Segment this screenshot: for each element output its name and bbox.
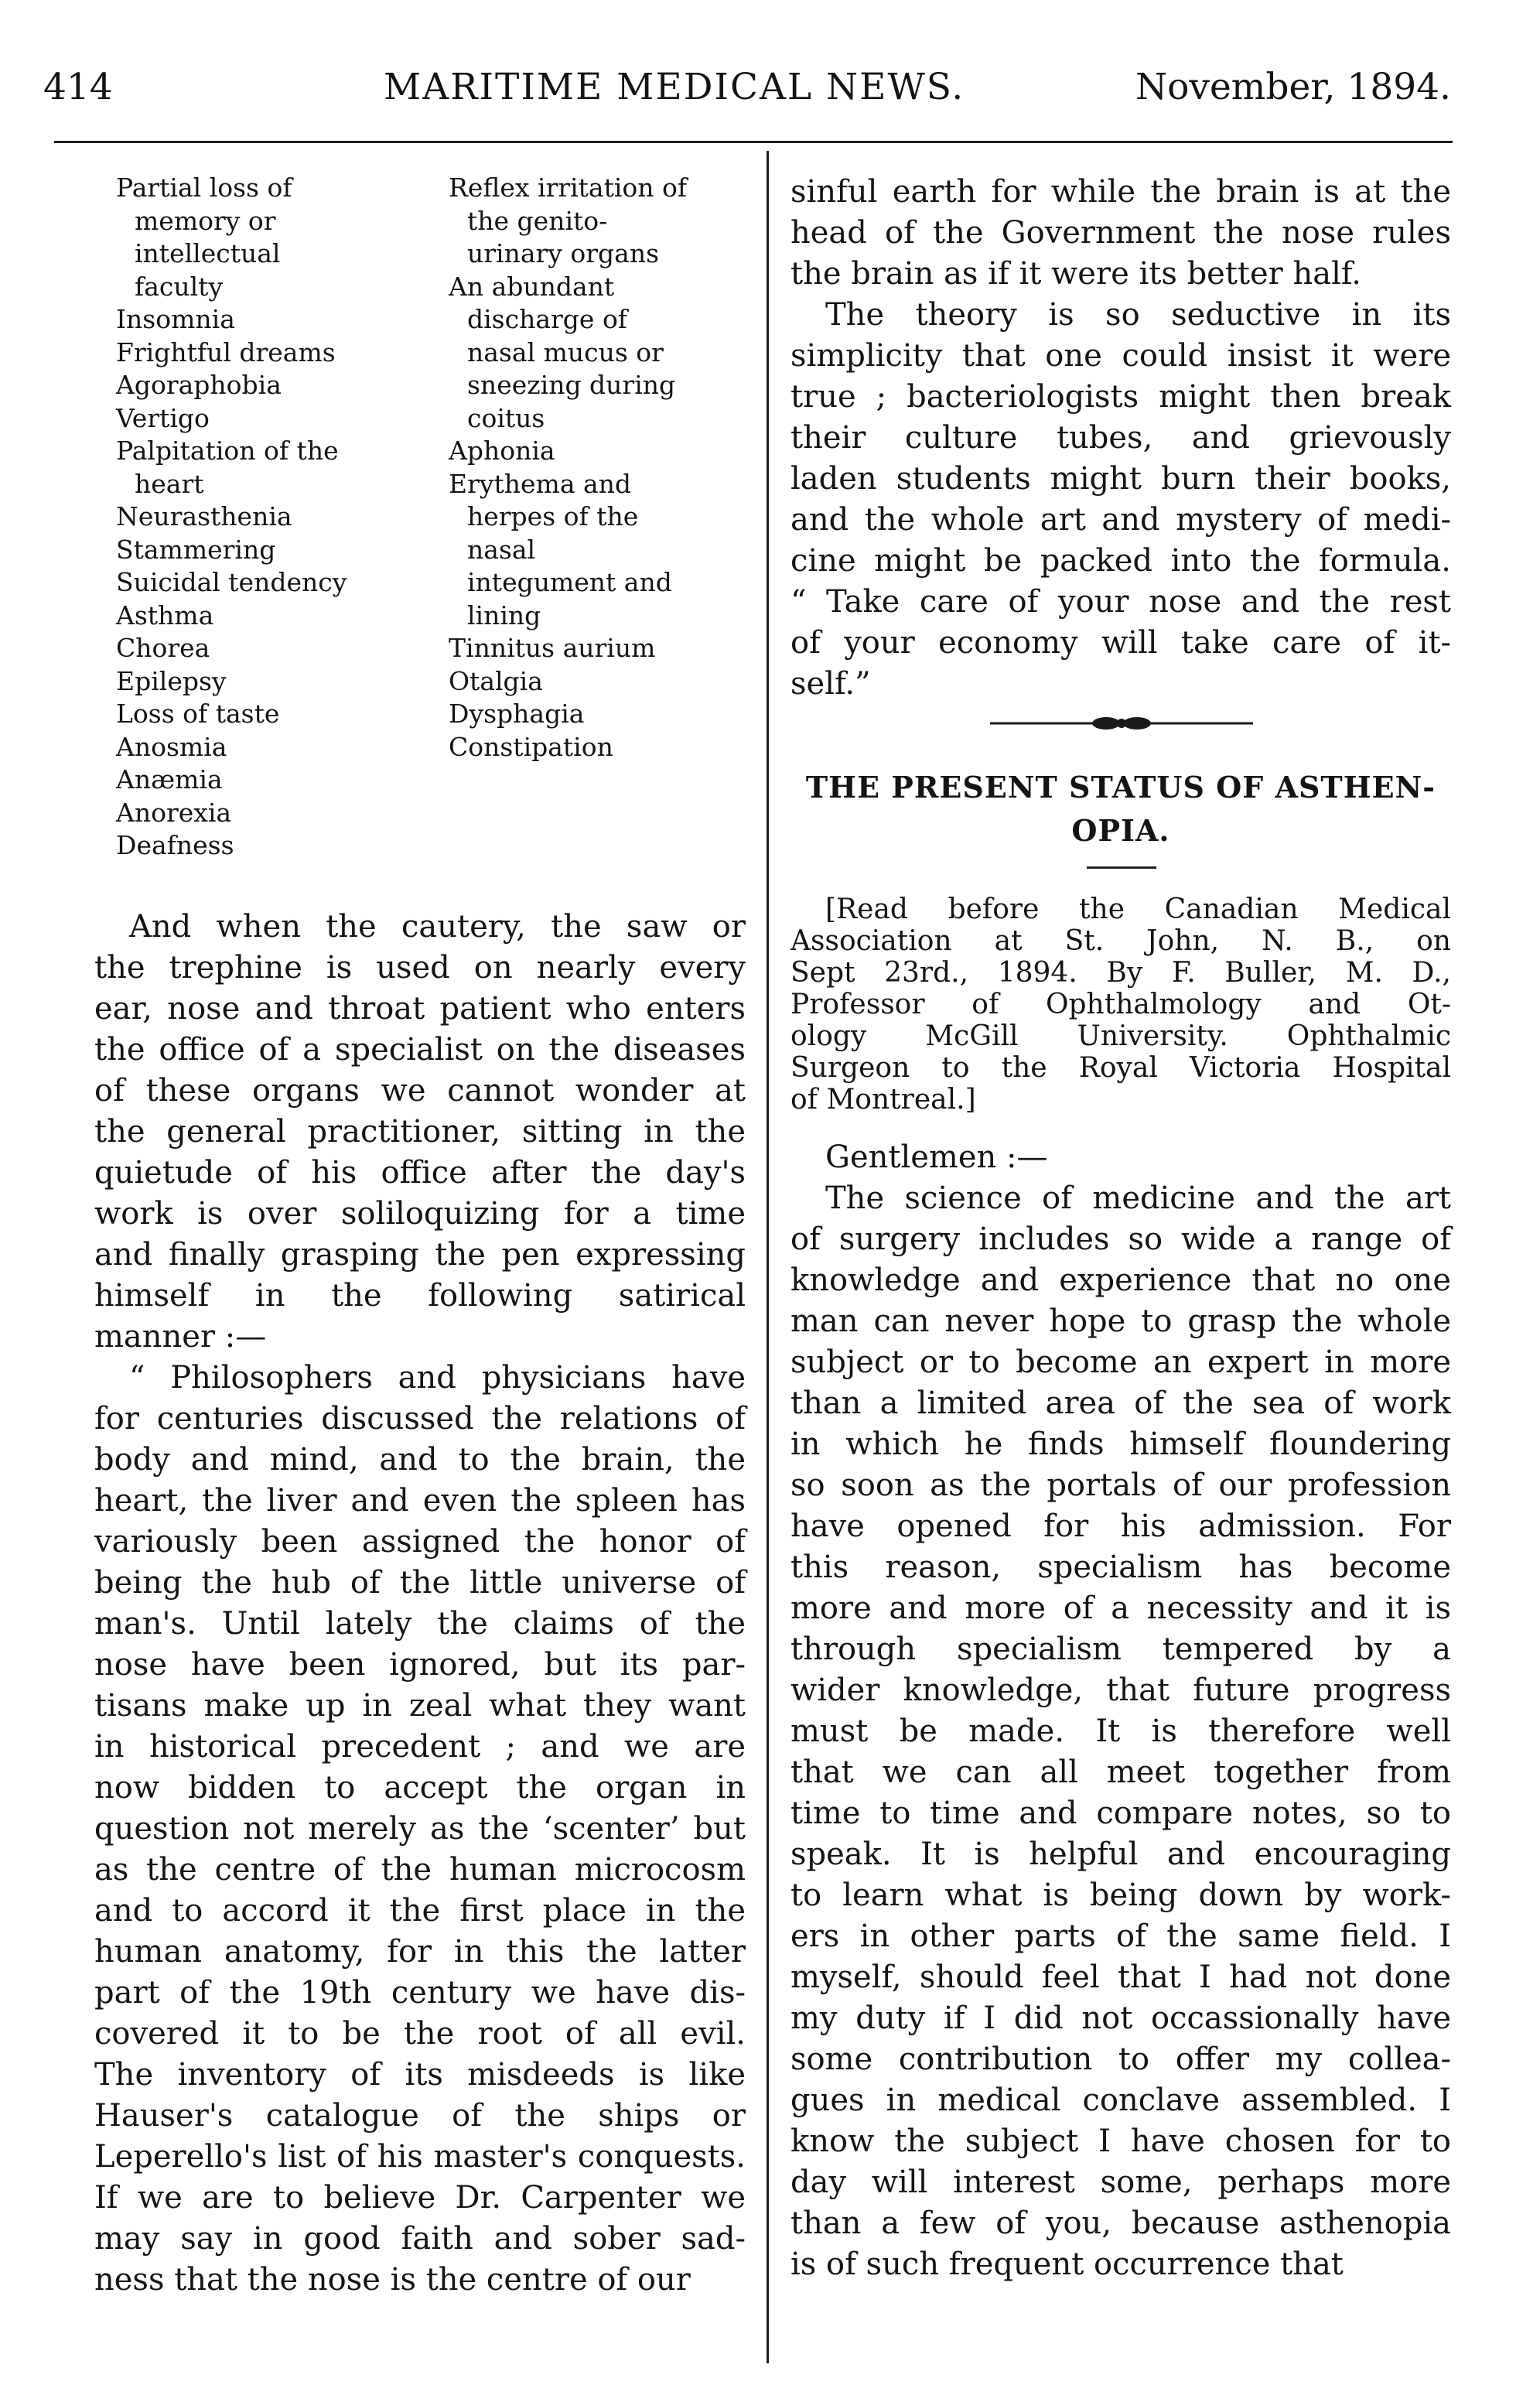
symptom-list-left: [116, 172, 348, 863]
text-line: must be made. It is therefore well: [790, 1714, 1451, 1749]
symptom-item: Partial loss of memory or intellectual faculty: [116, 173, 292, 302]
text-line: variously been assigned the honor of: [94, 1524, 746, 1560]
text-line: man's. Until lately the claims of the: [94, 1606, 746, 1642]
text-line: ness that the nose is the centre of our: [94, 2262, 691, 2298]
text-line: the office of a specialist on the diseases: [94, 1032, 746, 1068]
symptom-item: Agoraphobia: [116, 370, 282, 400]
symptom-item: Tinnitus aurium: [449, 633, 656, 663]
text-line: and finally grasping the pen expressing: [94, 1237, 746, 1273]
text-line: time to time and compare notes, so to: [790, 1796, 1451, 1831]
text-line: self.”: [790, 666, 871, 702]
text-line: quietude of his office after the day's: [94, 1155, 746, 1191]
symptom-item: Erythema and herpes of the nasal integument and lining: [449, 468, 672, 630]
text-line: the brain as if it were its better half.: [790, 256, 1362, 292]
text-line: heart, the liver and even the spleen has: [94, 1483, 746, 1519]
text-line: manner :—: [94, 1319, 267, 1355]
article-body: [790, 1137, 1451, 2285]
text-line: in which he finds himself floundering: [790, 1427, 1451, 1462]
symptom-item: Neurasthenia: [116, 501, 292, 531]
text-line: If we are to believe Dr. Carpenter we: [94, 2180, 746, 2216]
text-line: part of the 19th century we have dis-: [94, 1975, 746, 2011]
text-line: true ; bacteriologists might then break: [790, 379, 1451, 415]
text-line: Hauser's catalogue of the ships or: [94, 2098, 746, 2134]
text-line: the trephine is used on nearly every: [94, 950, 746, 986]
text-line: than a few of you, because asthenopia: [790, 2206, 1451, 2241]
text-line: through specialism tempered by a: [790, 1632, 1451, 1667]
text-line: and to accord it the first place in the: [94, 1893, 746, 1929]
symptom-item: Anorexia: [116, 797, 232, 828]
symptom-item: Chorea: [116, 633, 210, 663]
symptom-item: Insomnia: [116, 304, 235, 334]
text-line: Gentlemen :—: [825, 1140, 1048, 1175]
article-title-line: OPIA.: [1071, 813, 1170, 848]
symptom-item: An abundant discharge of nasal mucus or sneezing during coitus: [449, 271, 676, 433]
text-line: human anatomy, for in this the latter: [94, 1934, 746, 1970]
symptom-item: Suicidal tendency: [116, 567, 347, 597]
text-line: simplicity that one could insist it were: [790, 338, 1451, 374]
text-line: sinful earth for while the brain is at the: [790, 174, 1451, 210]
column-divider: [767, 151, 769, 2363]
text-line: for centuries discussed the relations of: [94, 1401, 746, 1437]
text-line: my duty if I did not occassionally have: [790, 2001, 1451, 2036]
symptom-item: Epilepsy: [116, 665, 227, 696]
symptom-item: Asthma: [116, 600, 214, 630]
header-rule: [54, 141, 1453, 143]
symptom-list-right: [449, 172, 688, 764]
left-column-body: [94, 907, 746, 2301]
text-line: Leperello's list of his master's conquests.: [94, 2139, 746, 2175]
symptom-item: Anæmia: [116, 764, 223, 794]
text-line: more and more of a necessity and it is: [790, 1591, 1451, 1626]
article-title: [790, 766, 1451, 853]
title-rule: [1087, 866, 1156, 869]
text-line: cine might be packed into the formula.: [790, 543, 1451, 579]
text-line: of your economy will take care of it-: [790, 625, 1451, 661]
article-title-line: THE PRESENT STATUS OF ASTHEN-: [805, 770, 1436, 805]
text-line: “ Take care of your nose and the rest: [790, 584, 1451, 620]
issue-date: November, 1894.: [1135, 66, 1451, 108]
text-line: know the subject I have chosen for to: [790, 2124, 1451, 2159]
text-line: that we can all meet together from: [790, 1755, 1451, 1790]
text-line: to learn what is being down by work-: [790, 1878, 1451, 1913]
journal-title: MARITIME MEDICAL NEWS.: [384, 66, 965, 108]
text-line: may say in good faith and sober sad-: [94, 2221, 746, 2257]
text-line: this reason, specialism has become: [790, 1550, 1451, 1585]
source-note: [790, 894, 1451, 1116]
text-line: in historical precedent ; and we are: [94, 1729, 746, 1765]
text-line: now bidden to accept the organ in: [94, 1770, 746, 1806]
symptom-item: Dysphagia: [449, 699, 585, 729]
symptom-item: Vertigo: [116, 402, 210, 433]
text-line: Association at St. John, N. B., on: [790, 925, 1451, 957]
text-line: subject or to become an expert in more: [790, 1345, 1451, 1380]
text-line: Sept 23rd., 1894. By F. Buller, M. D.,: [790, 957, 1451, 989]
symptom-item: Deafness: [116, 830, 234, 860]
text-line: laden students might burn their books,: [790, 461, 1451, 497]
text-line: speak. It is helpful and encouraging: [790, 1837, 1451, 1872]
text-line: their culture tubes, and grievously: [790, 420, 1451, 456]
text-line: is of such frequent occurrence that: [790, 2247, 1344, 2282]
text-line: ear, nose and throat patient who enters: [94, 991, 746, 1027]
text-line: body and mind, and to the brain, the: [94, 1442, 746, 1478]
symptom-item: Stammering: [116, 534, 276, 565]
text-line: [Read before the Canadian Medical: [825, 894, 1451, 925]
text-line: knowledge and experience that no one: [790, 1263, 1451, 1298]
symptom-item: Reflex irritation of the genito-urinary organs: [449, 173, 688, 268]
text-line: ology McGill University. Ophthalmic: [790, 1020, 1451, 1052]
text-line: wider knowledge, that future progress: [790, 1673, 1451, 1708]
text-line: and the whole art and mystery of medi-: [790, 502, 1451, 538]
text-line: The theory is so seductive in its: [825, 297, 1451, 333]
symptom-item: Frightful dreams: [116, 337, 336, 367]
text-line: tisans make up in zeal what they want: [94, 1688, 746, 1724]
symptom-item: Aphonia: [449, 436, 555, 466]
text-line: work is over soliloquizing for a time: [94, 1196, 746, 1232]
text-line: himself in the following satirical: [94, 1278, 746, 1314]
symptom-item: Otalgia: [449, 665, 543, 696]
running-header: [43, 60, 1451, 114]
text-line: gues in medical conclave assembled. I: [790, 2083, 1451, 2118]
text-line: the general practitioner, sitting in the: [94, 1114, 746, 1150]
text-line: some contribution to offer my collea-: [790, 2042, 1451, 2077]
text-line: Surgeon to the Royal Victoria Hospital: [790, 1052, 1451, 1084]
text-line: than a limited area of the sea of work: [790, 1386, 1451, 1421]
symptom-item: Constipation: [449, 731, 613, 762]
text-line: And when the cautery, the saw or: [129, 909, 746, 945]
text-line: man can never hope to grasp the whole: [790, 1304, 1451, 1339]
text-line: The science of medicine and the art: [825, 1181, 1451, 1216]
symptom-item: Palpitation of the heart: [116, 436, 339, 499]
text-line: of surgery includes so wide a range of: [790, 1222, 1451, 1257]
right-column-continuation: [790, 172, 1451, 705]
text-line: of these organs we cannot wonder at: [94, 1073, 746, 1109]
page-number: 414: [43, 66, 113, 108]
text-line: The inventory of its misdeeds is like: [94, 2057, 746, 2093]
symptom-item: Anosmia: [116, 731, 227, 762]
text-line: question not merely as the ‘scenter’ but: [94, 1811, 746, 1847]
text-line: have opened for his admission. For: [790, 1509, 1451, 1544]
text-line: being the hub of the little universe of: [94, 1565, 746, 1601]
text-line: day will interest some, perhaps more: [790, 2165, 1451, 2200]
text-line: covered it to be the root of all evil.: [94, 2016, 746, 2052]
text-line: Professor of Ophthalmology and Ot-: [790, 989, 1451, 1020]
text-line: “ Philosophers and physicians have: [129, 1360, 746, 1396]
symptom-item: Loss of taste: [116, 699, 280, 729]
section-ornament: [990, 712, 1253, 735]
text-line: head of the Government the nose rules: [790, 215, 1451, 251]
text-line: ers in other parts of the same field. I: [790, 1919, 1451, 1954]
text-line: of Montreal.]: [790, 1084, 976, 1116]
text-line: so soon as the portals of our profession: [790, 1468, 1451, 1503]
text-line: myself, should feel that I had not done: [790, 1960, 1451, 1995]
text-line: nose have been ignored, but its par-: [94, 1647, 746, 1683]
text-line: as the centre of the human microcosm: [94, 1852, 746, 1888]
